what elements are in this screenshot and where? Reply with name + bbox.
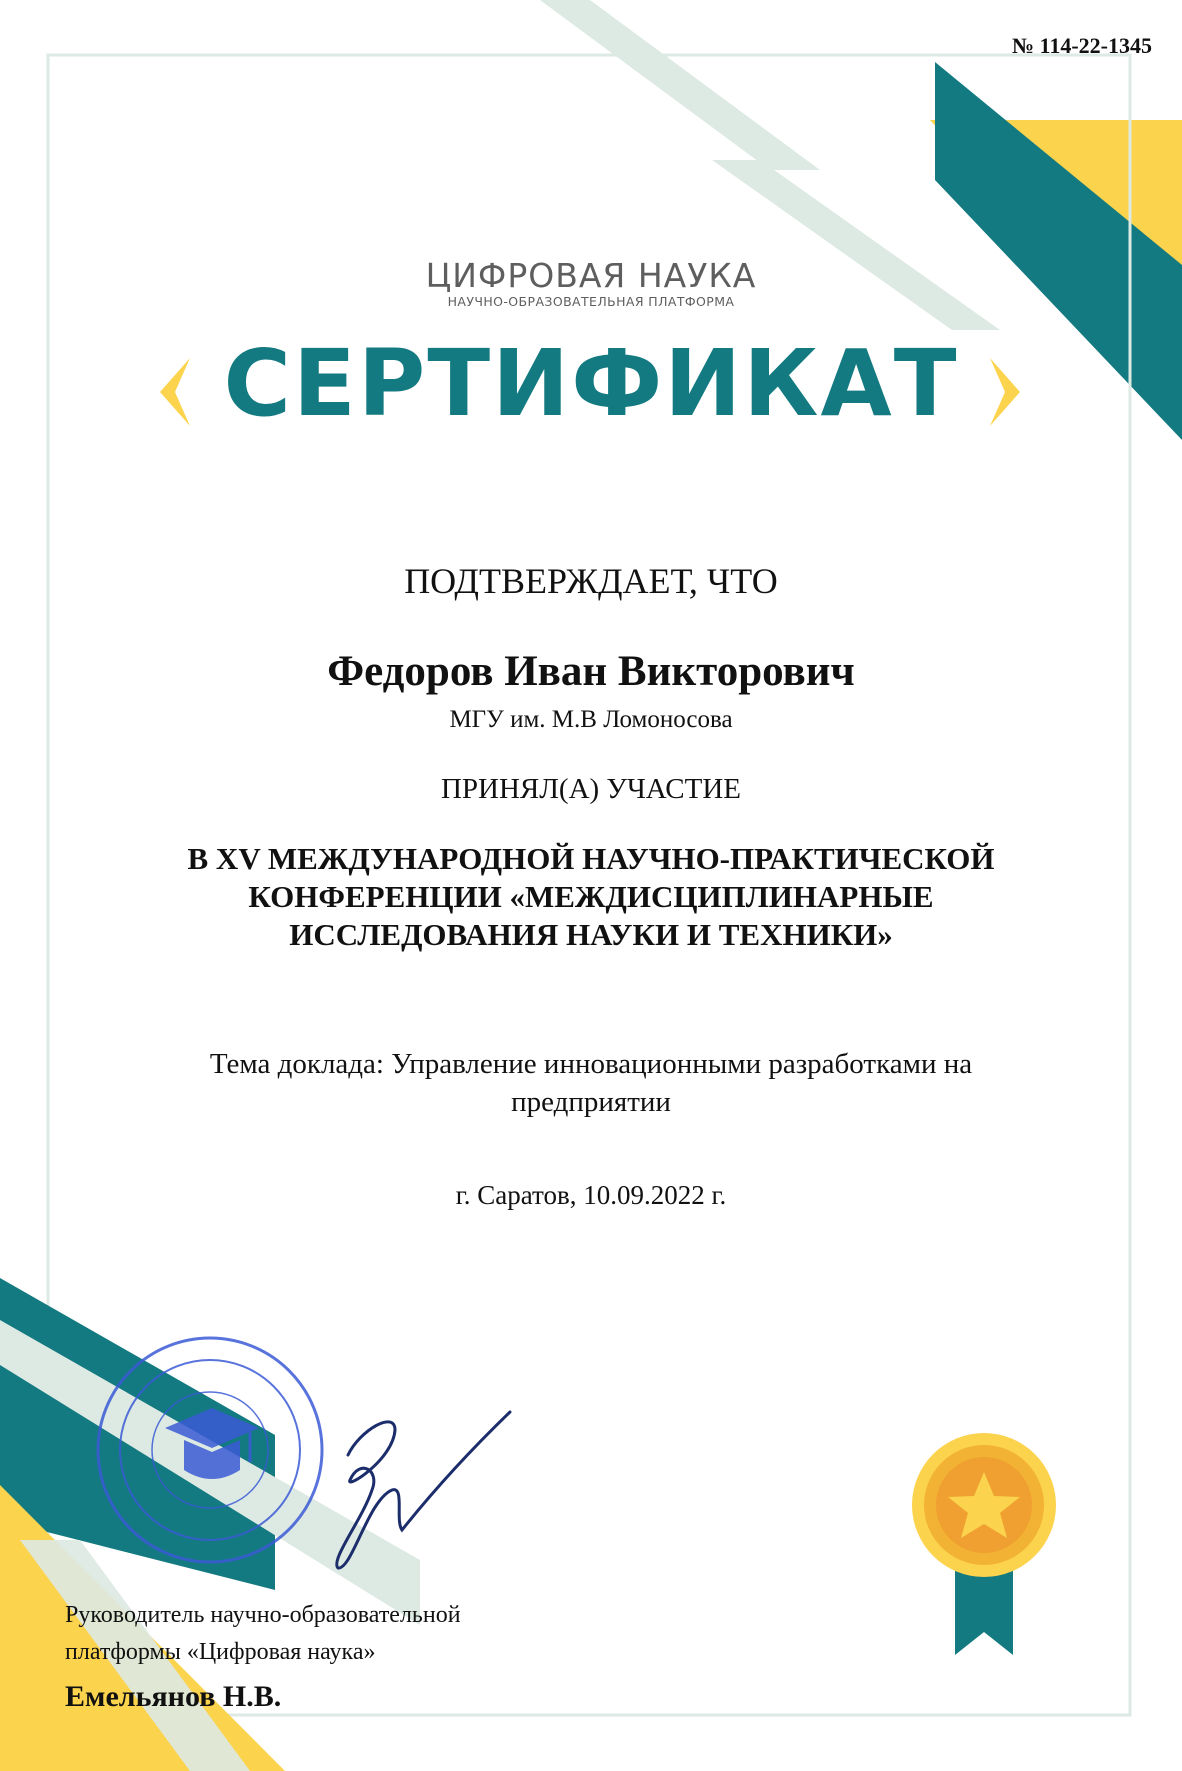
signer-role-line: Руководитель научно-образовательной — [65, 1602, 461, 1628]
topic-line: предприятии — [511, 1086, 671, 1118]
person-name: Федоров Иван Викторович — [327, 648, 855, 695]
organization: МГУ им. М.В Ломоносова — [449, 706, 733, 733]
platform-logo — [0, 258, 1182, 309]
signer-role-line: платформы «Цифровая наука» — [65, 1639, 376, 1665]
event-line: КОНФЕРЕНЦИИ «МЕЖДИСЦИПЛИНАРНЫЕ — [248, 879, 934, 914]
event-name — [0, 840, 1182, 954]
report-topic — [0, 1045, 1182, 1121]
star-medal-icon — [912, 1433, 1056, 1655]
logo-subtitle: НАУЧНО-ОБРАЗОВАТЕЛЬНАЯ ПЛАТФОРМА — [447, 294, 735, 309]
event-line: В XV МЕЖДУНАРОДНОЙ НАУЧНО-ПРАКТИЧЕСКОЙ — [187, 841, 995, 876]
city-date: г. Саратов, 10.09.2022 г. — [455, 1180, 727, 1210]
signer-name: Емельянов Н.В. — [65, 1680, 282, 1713]
event-line: ИССЛЕДОВАНИЯ НАУКИ И ТЕХНИКИ» — [289, 917, 893, 952]
certificate-title: СЕРТИФИКАТ — [223, 330, 959, 437]
confirms-text: ПОДТВЕРЖДАЕТ, ЧТО — [404, 561, 778, 601]
signer-role — [65, 1597, 585, 1671]
topic-line: Тема доклада: Управление инновационными разработками на — [209, 1048, 973, 1080]
participation-text: ПРИНЯЛ(А) УЧАСТИЕ — [440, 773, 742, 805]
certificate-number: № 114-22-1345 — [1011, 33, 1152, 58]
light-stripe-top-1 — [540, 0, 820, 170]
logo-title: ЦИФРОВАЯ НАУКА — [425, 256, 757, 295]
